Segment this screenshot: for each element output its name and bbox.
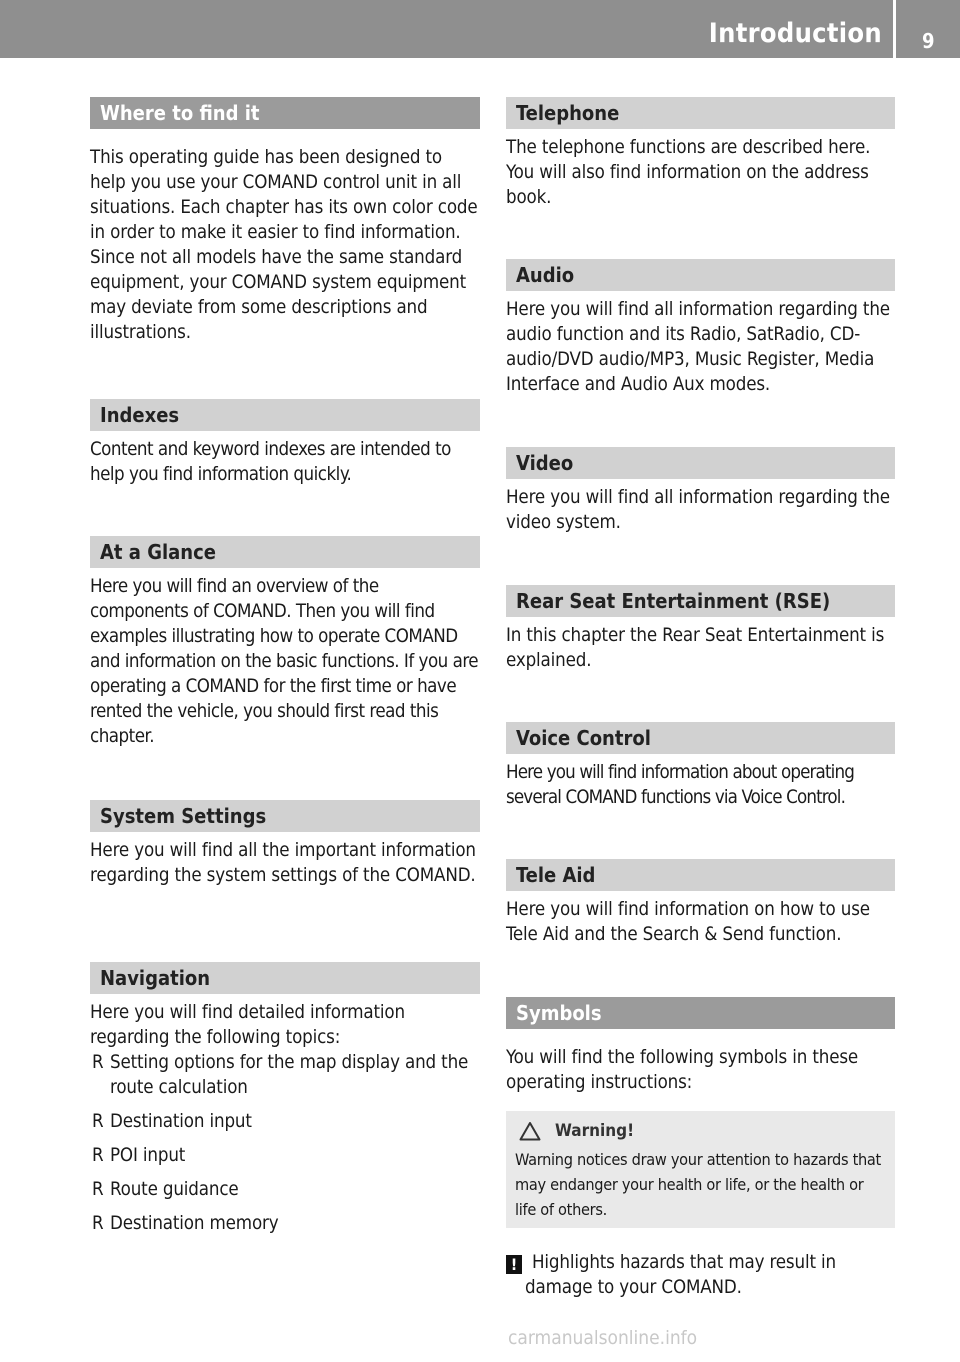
note-text-line1: Highlights hazards that may result in xyxy=(532,1252,836,1273)
section-text: Here you will find detailed information regarding the following topics: xyxy=(90,1002,405,1048)
section-tele-aid xyxy=(506,859,895,947)
section-where-to-find-it xyxy=(90,97,480,345)
section-indexes xyxy=(90,399,480,487)
section-heading: System Settings xyxy=(90,800,480,832)
section-at-a-glance xyxy=(90,536,480,749)
warning-title: Warning! xyxy=(555,1121,635,1141)
section-text: You will find the following symbols in these operating instructions: xyxy=(506,1047,859,1093)
section-text: Content and keyword indexes are intended to help you find information quickly. xyxy=(90,439,451,485)
bullet-mark: R xyxy=(92,1111,104,1132)
section-text: Here you will find all information regarding the audio function and its Radio, SatRadio, CD-audio/DVD audio/MP3, Music Register, Media Interface and Audio Aux modes. xyxy=(506,299,890,395)
list-item: R POI input xyxy=(92,1145,186,1166)
section-telephone xyxy=(506,97,895,210)
section-text: Here you will find all the important information regarding the system settings of the COMAND. xyxy=(90,840,476,886)
warning-box xyxy=(506,1111,895,1228)
section-voice-control xyxy=(506,722,895,810)
section-navigation xyxy=(90,962,480,1236)
section-heading: Video xyxy=(506,447,895,479)
section-heading: Voice Control xyxy=(506,722,895,754)
section-heading: Where to find it xyxy=(90,97,480,129)
warning-text: Warning notices draw your attention to hazards that may endanger your health or life, or the health or life of others. xyxy=(515,1150,881,1219)
page-header xyxy=(0,0,960,58)
section-text: Here you will find all information regarding the video system. xyxy=(506,487,890,533)
list-item: R Route guidance xyxy=(92,1179,239,1200)
section-text: Here you will find an overview of the components of COMAND. Then you will find examples illustrating how to operate COMAND and information on the basic functions. If you are operating a COMAND for the first time or have rented the vehicle, you should first read this chapter. xyxy=(90,576,479,747)
bullet-mark: R xyxy=(92,1052,104,1073)
section-heading: Audio xyxy=(506,259,895,291)
header-divider xyxy=(893,0,896,58)
section-video xyxy=(506,447,895,535)
warning-header xyxy=(515,1119,886,1143)
bullet-mark: R xyxy=(92,1213,104,1234)
section-rear-seat-entertainment xyxy=(506,585,895,673)
section-heading: Symbols xyxy=(506,997,895,1029)
section-text: The telephone functions are described here. You will also find information on the address book. xyxy=(506,137,871,208)
bullet-mark: R xyxy=(92,1145,104,1166)
section-heading: Rear Seat Entertainment (RSE) xyxy=(506,585,895,617)
section-heading: Tele Aid xyxy=(506,859,895,891)
section-system-settings xyxy=(90,800,480,888)
chapter-title: Introduction xyxy=(708,18,882,49)
note-text-line2: damage to your COMAND. xyxy=(525,1277,742,1298)
section-text: Here you will find information about operating several COMAND functions via Voice Control. xyxy=(506,762,854,808)
section-heading: At a Glance xyxy=(90,536,480,568)
navigation-topic-list xyxy=(90,1050,480,1236)
warning-triangle-icon xyxy=(519,1121,541,1141)
section-text: Here you will find information on how to use Tele Aid and the Search & Send function. xyxy=(506,899,870,945)
exclamation-icon: ! xyxy=(506,1255,522,1274)
section-symbols xyxy=(506,997,895,1095)
section-heading: Indexes xyxy=(90,399,480,431)
section-heading: Navigation xyxy=(90,962,480,994)
list-item: R Destination input xyxy=(92,1111,252,1132)
note-item xyxy=(506,1250,895,1300)
list-item: R Destination memory xyxy=(92,1213,279,1234)
page-number: 9 xyxy=(922,29,935,53)
bullet-mark: R xyxy=(92,1179,104,1200)
section-text: In this chapter the Rear Seat Entertainment is explained. xyxy=(506,625,885,671)
list-item: R Setting options for the map display and the route calculation xyxy=(92,1052,469,1098)
section-audio xyxy=(506,259,895,397)
watermark: carmanualsonline.info xyxy=(508,1327,698,1349)
section-heading: Telephone xyxy=(506,97,895,129)
section-text: This operating guide has been designed to help you use your COMAND control unit in all situations. Each chapter has its own color code in order to make it easier to find information. Since not all models have the same standard equipment, your COMAND system equipment may deviate from some descriptions and illustrations. xyxy=(90,147,478,343)
